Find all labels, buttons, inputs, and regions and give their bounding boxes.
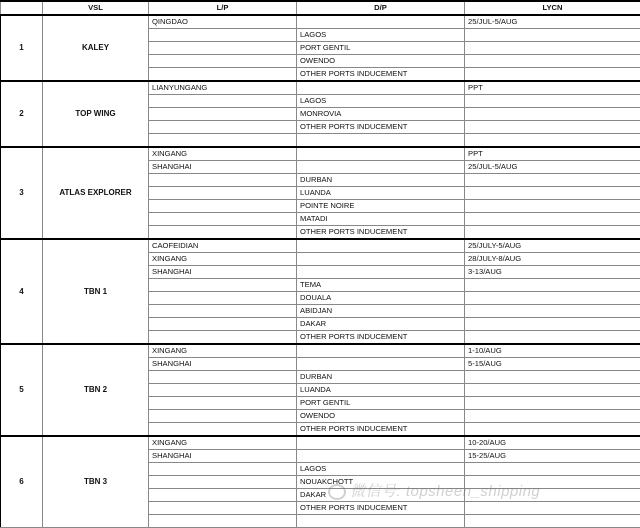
loading-port-cell xyxy=(149,55,297,68)
table-row xyxy=(1,344,640,358)
laycan-cell xyxy=(465,95,640,108)
loading-port-cell xyxy=(149,489,297,502)
discharge-port-cell xyxy=(297,239,465,253)
discharge-port-cell: MATADI xyxy=(297,213,465,226)
loading-port-cell xyxy=(149,68,297,82)
loading-port-cell xyxy=(149,384,297,397)
laycan-cell xyxy=(465,331,640,345)
group-number: 1 xyxy=(1,15,43,81)
header-lp: L/P xyxy=(149,1,297,15)
discharge-port-cell xyxy=(297,147,465,161)
vessel-name: TBN 2 xyxy=(43,344,149,436)
discharge-port-cell: OTHER PORTS INDUCEMENT xyxy=(297,502,465,515)
laycan-cell xyxy=(465,187,640,200)
discharge-port-cell xyxy=(297,436,465,450)
loading-port-cell: QINGDAO xyxy=(149,15,297,29)
loading-port-cell: XINGANG xyxy=(149,147,297,161)
laycan-cell xyxy=(465,463,640,476)
laycan-cell xyxy=(465,305,640,318)
laycan-cell: 15-25/AUG xyxy=(465,450,640,463)
header-no xyxy=(1,1,43,15)
discharge-port-cell: DOUALA xyxy=(297,292,465,305)
discharge-port-cell: POINTE NOIRE xyxy=(297,200,465,213)
discharge-port-cell xyxy=(297,266,465,279)
header-row xyxy=(1,1,640,15)
discharge-port-cell: OTHER PORTS INDUCEMENT xyxy=(297,68,465,82)
loading-port-cell xyxy=(149,318,297,331)
discharge-port-cell: PORT GENTIL xyxy=(297,397,465,410)
loading-port-cell: XINGANG xyxy=(149,253,297,266)
laycan-cell xyxy=(465,68,640,82)
discharge-port-cell: PORT GENTIL xyxy=(297,42,465,55)
discharge-port-cell: NOUAKCHOTT xyxy=(297,476,465,489)
laycan-cell xyxy=(465,371,640,384)
group-number: 5 xyxy=(1,344,43,436)
loading-port-cell: SHANGHAI xyxy=(149,266,297,279)
loading-port-cell xyxy=(149,42,297,55)
loading-port-cell xyxy=(149,226,297,240)
discharge-port-cell xyxy=(297,15,465,29)
vessel-name: KALEY xyxy=(43,15,149,81)
laycan-cell xyxy=(465,108,640,121)
laycan-cell: 25/JUL-5/AUG xyxy=(465,15,640,29)
table-row xyxy=(1,81,640,95)
laycan-cell xyxy=(465,292,640,305)
laycan-cell xyxy=(465,226,640,240)
loading-port-cell xyxy=(149,476,297,489)
discharge-port-cell: LAGOS xyxy=(297,29,465,42)
loading-port-cell xyxy=(149,121,297,134)
laycan-cell: 3-13/AUG xyxy=(465,266,640,279)
discharge-port-cell: TEMA xyxy=(297,279,465,292)
laycan-cell: PPT xyxy=(465,147,640,161)
discharge-port-cell: DURBAN xyxy=(297,371,465,384)
vessel-name: TOP WING xyxy=(43,81,149,147)
discharge-port-cell xyxy=(297,450,465,463)
vessel-name: TBN 1 xyxy=(43,239,149,344)
laycan-cell xyxy=(465,410,640,423)
table-row xyxy=(1,147,640,161)
vessel-name: TBN 3 xyxy=(43,436,149,528)
loading-port-cell xyxy=(149,213,297,226)
loading-port-cell xyxy=(149,410,297,423)
table-row xyxy=(1,239,640,253)
header-vsl: VSL xyxy=(43,1,149,15)
discharge-port-cell xyxy=(297,253,465,266)
laycan-cell xyxy=(465,279,640,292)
laycan-cell: PPT xyxy=(465,81,640,95)
laycan-cell: 5-15/AUG xyxy=(465,358,640,371)
laycan-cell xyxy=(465,174,640,187)
discharge-port-cell: LAGOS xyxy=(297,463,465,476)
header-lycn: LYCN xyxy=(465,1,640,15)
loading-port-cell xyxy=(149,174,297,187)
loading-port-cell: XINGANG xyxy=(149,344,297,358)
loading-port-cell xyxy=(149,397,297,410)
loading-port-cell xyxy=(149,463,297,476)
laycan-cell xyxy=(465,515,640,528)
loading-port-cell: SHANGHAI xyxy=(149,450,297,463)
discharge-port-cell: MONROVIA xyxy=(297,108,465,121)
group-number: 4 xyxy=(1,239,43,344)
discharge-port-cell xyxy=(297,515,465,528)
table-row xyxy=(1,436,640,450)
loading-port-cell: CAOFEIDIAN xyxy=(149,239,297,253)
loading-port-cell xyxy=(149,305,297,318)
loading-port-cell xyxy=(149,515,297,528)
watermark-text: 微信号: topsheen_shipping xyxy=(350,483,540,500)
laycan-cell: 1-10/AUG xyxy=(465,344,640,358)
loading-port-cell xyxy=(149,423,297,437)
loading-port-cell xyxy=(149,95,297,108)
discharge-port-cell: OWENDO xyxy=(297,410,465,423)
laycan-cell xyxy=(465,200,640,213)
loading-port-cell: SHANGHAI xyxy=(149,358,297,371)
discharge-port-cell: OWENDO xyxy=(297,55,465,68)
loading-port-cell: SHANGHAI xyxy=(149,161,297,174)
laycan-cell xyxy=(465,55,640,68)
group-number: 2 xyxy=(1,81,43,147)
discharge-port-cell: DAKAR xyxy=(297,489,465,502)
laycan-cell xyxy=(465,384,640,397)
loading-port-cell xyxy=(149,134,297,148)
group-number: 6 xyxy=(1,436,43,528)
discharge-port-cell xyxy=(297,134,465,148)
header-dp: D/P xyxy=(297,1,465,15)
loading-port-cell xyxy=(149,200,297,213)
discharge-port-cell: ABIDJAN xyxy=(297,305,465,318)
discharge-port-cell xyxy=(297,344,465,358)
discharge-port-cell xyxy=(297,81,465,95)
loading-port-cell xyxy=(149,29,297,42)
loading-port-cell xyxy=(149,292,297,305)
laycan-cell: 28/JULY-8/AUG xyxy=(465,253,640,266)
table-row xyxy=(1,15,640,29)
laycan-cell xyxy=(465,423,640,437)
loading-port-cell xyxy=(149,331,297,345)
loading-port-cell xyxy=(149,279,297,292)
laycan-cell xyxy=(465,121,640,134)
laycan-cell xyxy=(465,134,640,148)
discharge-port-cell: DAKAR xyxy=(297,318,465,331)
loading-port-cell xyxy=(149,187,297,200)
laycan-cell xyxy=(465,397,640,410)
discharge-port-cell: LUANDA xyxy=(297,187,465,200)
laycan-cell xyxy=(465,42,640,55)
discharge-port-cell: LUANDA xyxy=(297,384,465,397)
discharge-port-cell: LAGOS xyxy=(297,95,465,108)
watermark xyxy=(328,480,540,501)
discharge-port-cell: OTHER PORTS INDUCEMENT xyxy=(297,423,465,437)
laycan-cell: 25/JUL-5/AUG xyxy=(465,161,640,174)
loading-port-cell: XINGANG xyxy=(149,436,297,450)
discharge-port-cell: OTHER PORTS INDUCEMENT xyxy=(297,331,465,345)
discharge-port-cell: OTHER PORTS INDUCEMENT xyxy=(297,226,465,240)
discharge-port-cell: DURBAN xyxy=(297,174,465,187)
discharge-port-cell: OTHER PORTS INDUCEMENT xyxy=(297,121,465,134)
group-number: 3 xyxy=(1,147,43,239)
laycan-cell xyxy=(465,318,640,331)
laycan-cell xyxy=(465,29,640,42)
laycan-cell xyxy=(465,502,640,515)
discharge-port-cell xyxy=(297,358,465,371)
discharge-port-cell xyxy=(297,161,465,174)
laycan-cell: 25/JULY-5/AUG xyxy=(465,239,640,253)
loading-port-cell: LIANYUNGANG xyxy=(149,81,297,95)
loading-port-cell xyxy=(149,502,297,515)
laycan-cell: 10-20/AUG xyxy=(465,436,640,450)
vessel-name: ATLAS EXPLORER xyxy=(43,147,149,239)
loading-port-cell xyxy=(149,371,297,384)
laycan-cell xyxy=(465,213,640,226)
loading-port-cell xyxy=(149,108,297,121)
wechat-icon xyxy=(328,484,346,500)
